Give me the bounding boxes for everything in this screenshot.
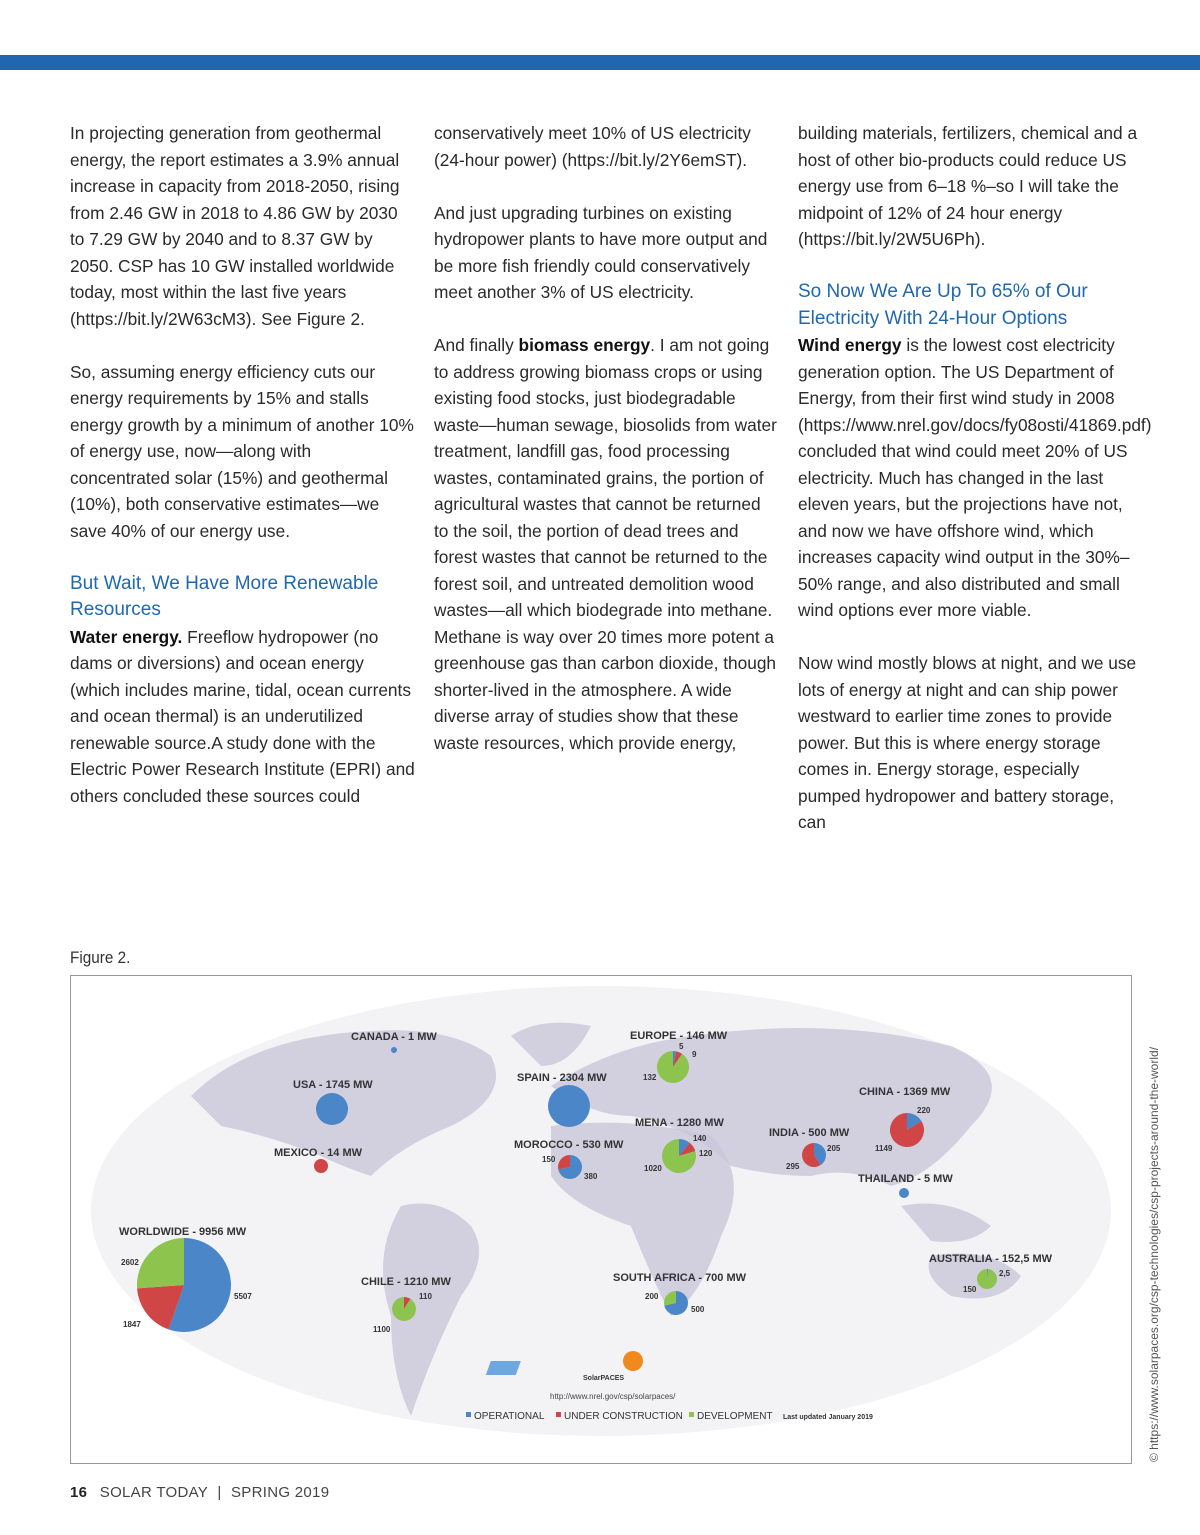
region-title-chile: CHILE - 1210 MW	[361, 1276, 451, 1288]
legend-swatch	[556, 1412, 561, 1417]
legend-label: UNDER CONSTRUCTION	[564, 1411, 683, 1422]
legend-swatch	[689, 1412, 694, 1417]
solarpaces-logo-text: SolarPACES	[583, 1375, 625, 1382]
region-title-thailand: THAILAND - 5 MW	[858, 1173, 953, 1185]
pie-value-label-chile: 110	[419, 1292, 432, 1301]
legend-label: OPERATIONAL	[474, 1411, 545, 1422]
pie-value-label-europe: 9	[692, 1050, 697, 1059]
text-run: But Wait, We Have More Renewable Resources	[70, 572, 379, 620]
region-title-usa: USA - 1745 MW	[293, 1079, 373, 1091]
paragraph	[70, 120, 415, 332]
paragraph	[798, 120, 1143, 253]
world-map	[71, 976, 1131, 1463]
last-updated: Last updated January 2019	[783, 1414, 873, 1421]
region-title-china: CHINA - 1369 MW	[859, 1086, 951, 1098]
pie-value-label-worldwide: 5507	[234, 1292, 252, 1301]
image-credit: © https://www.solarpaces.org/csp-technologies/csp-projects-around-the-world/	[1147, 1046, 1161, 1462]
figure-caption: Figure 2.	[70, 948, 131, 967]
footer-separator: |	[217, 1484, 222, 1501]
bold-lead-text: Water energy.	[70, 626, 183, 647]
region-title-india: INDIA - 500 MW	[769, 1127, 850, 1139]
pie-canada-slice	[391, 1047, 397, 1053]
section-heading	[70, 571, 415, 624]
paragraph	[70, 359, 415, 545]
text-column-1	[70, 120, 415, 836]
solarpaces-logo-panel-icon	[486, 1361, 521, 1375]
pie-value-label-south-africa: 500	[691, 1305, 705, 1314]
pie-value-label-mena: 120	[699, 1149, 713, 1158]
region-title-morocco: MOROCCO - 530 MW	[514, 1139, 624, 1151]
issue-date: SPRING 2019	[230, 1484, 330, 1501]
region-title-canada: CANADA - 1 MW	[351, 1031, 437, 1043]
pie-usa-slice	[316, 1093, 348, 1125]
paragraph	[70, 624, 415, 810]
solarpaces-logo-sun-icon	[623, 1351, 643, 1371]
pie-mexico-slice	[314, 1159, 328, 1173]
text-run: building materials, fertilizers, chemical and a host of other bio-products could reduce US energy use from 6–18 %–so I will take the midpoint of 12% of 24 hour energy (https://bit.ly/2W5U6Ph).	[798, 123, 1138, 249]
legend-label: DEVELOPMENT	[697, 1411, 773, 1422]
text-run: In projecting generation from geothermal energy, the report estimates a 3.9% annual increase in capacity from 2018-2050, rising from 2.46 GW in 2018 to 4.86 GW by 2030 to 7.29 GW by 2040 and to 8.37 GW by 2050. CSP has 10 GW installed worldwide today, most within the last five years (https://bit.ly/2W63cM3). See Figure 2.	[70, 123, 400, 329]
paragraph	[434, 120, 779, 173]
pie-value-label-china: 1149	[875, 1144, 893, 1153]
text-run: So Now We Are Up To 65% of Our Electricity With 24-Hour Options	[798, 281, 1088, 329]
pie-value-label-china: 220	[917, 1106, 931, 1115]
page-number: 16	[70, 1484, 88, 1501]
header-color-bar	[0, 55, 1200, 70]
paragraph	[798, 332, 1152, 624]
text-run: So, assuming energy efficiency cuts our energy requirements by 15% and stalls energy growth by a minimum of another 10% of energy use, now—along with concentrated solar (15%) and geothermal (10%), both conservative estimates—we save 40% of our energy use.	[70, 361, 414, 541]
pie-value-label-mena: 1020	[644, 1164, 662, 1173]
pie-australia-slice	[977, 1269, 997, 1289]
pie-value-label-mena: 140	[693, 1134, 707, 1143]
region-title-australia: AUSTRALIA - 152,5 MW	[929, 1253, 1053, 1265]
pie-value-label-india: 205	[827, 1144, 841, 1153]
pie-value-label-worldwide: 2602	[121, 1258, 139, 1267]
region-title-mexico: MEXICO - 14 MW	[274, 1147, 363, 1159]
paragraph	[798, 650, 1143, 836]
bold-lead-text: Wind energy	[798, 335, 902, 355]
pie-value-label-australia: 150	[963, 1285, 977, 1294]
magazine-name: SOLAR TODAY	[99, 1484, 208, 1501]
paragraph	[434, 200, 779, 306]
text-column-3	[798, 120, 1152, 862]
legend-swatch	[466, 1412, 471, 1417]
paragraph	[434, 332, 779, 756]
source-url: http://www.nrel.gov/csp/solarpaces/	[550, 1392, 676, 1401]
pie-value-label-europe: 132	[643, 1073, 657, 1082]
region-title-spain: SPAIN - 2304 MW	[517, 1072, 607, 1084]
pie-chile-slice	[392, 1297, 416, 1321]
pie-spain-slice	[548, 1085, 590, 1127]
text-run: Freeflow hydropower (no dams or diversions) and ocean energy (which includes marine, tidal, ocean currents and ocean thermal) is an underutilized renewable source.A study done with the Electric Power Research Institute (EPRI) and others concluded these sources could	[70, 626, 415, 806]
text-run: Now wind mostly blows at night, and we use lots of energy at night and can ship power westward to earlier time zones to provide power. But this is where energy storage comes in. Energy storage, especially pumped hydropower and battery storage, can	[798, 653, 1137, 832]
text-column-2	[434, 120, 779, 783]
figure-csp-world-map	[70, 975, 1132, 1464]
text-run: is the lowest cost electricity generation option. The US Department of Energy, from their first wind study in 2008 (https://www.nrel.gov/docs/fy08osti/41869.pdf) concluded that wind could meet 20% of US electricity. Much has changed in the last eleven years, but the projections have not, and now we have offshore wind, which increases capacity wind output in the 30%–50% range, and also distributed and small wind options ever more viable.	[798, 335, 1152, 620]
text-run: . I am not going to address growing biomass crops or using existing food stocks, just biodegradable waste—human sewage, biosolids from water treatment, landfill gas, food processing wastes, contaminated grains, the portion of agricultural wastes that cannot be returned to the soil, the portion of dead trees and forest wastes that cannot be returned to the forest soil, and untreated demolition wood wastes—all which biodegrade into methane. Methane is way over 20 times more potent a greenhouse gas than carbon dioxide, though shorter-lived in the atmosphere. A wide diverse array of studies show that these waste resources, which provide energy,	[434, 335, 777, 753]
pie-europe-slice	[657, 1051, 689, 1083]
pie-thailand-slice	[899, 1188, 909, 1198]
region-title-europe: EUROPE - 146 MW	[630, 1030, 728, 1042]
pie-value-label-morocco: 380	[584, 1172, 598, 1181]
text-run: And finally	[434, 335, 519, 355]
page-footer	[70, 1484, 329, 1501]
pie-value-label-chile: 1100	[373, 1325, 391, 1334]
region-title-south-africa: SOUTH AFRICA - 700 MW	[613, 1272, 747, 1284]
pie-value-label-morocco: 150	[542, 1155, 556, 1164]
section-heading	[798, 279, 1143, 332]
region-title-mena: MENA - 1280 MW	[635, 1117, 724, 1129]
pie-value-label-australia: 2,5	[999, 1269, 1011, 1278]
text-run: conservatively meet 10% of US electricity (24-hour power) (https://bit.ly/2Y6emST).	[434, 123, 751, 170]
pie-value-label-south-africa: 200	[645, 1292, 659, 1301]
pie-value-label-worldwide: 1847	[123, 1320, 141, 1329]
bold-lead-text: biomass energy	[518, 335, 651, 355]
region-title-worldwide: WORLDWIDE - 9956 MW	[119, 1226, 247, 1238]
pie-value-label-india: 295	[786, 1162, 800, 1171]
pie-value-label-europe: 5	[679, 1042, 684, 1051]
text-run: And just upgrading turbines on existing hydropower plants to have more output and be more fish friendly could conservatively meet another 3% of US electricity.	[434, 202, 768, 302]
